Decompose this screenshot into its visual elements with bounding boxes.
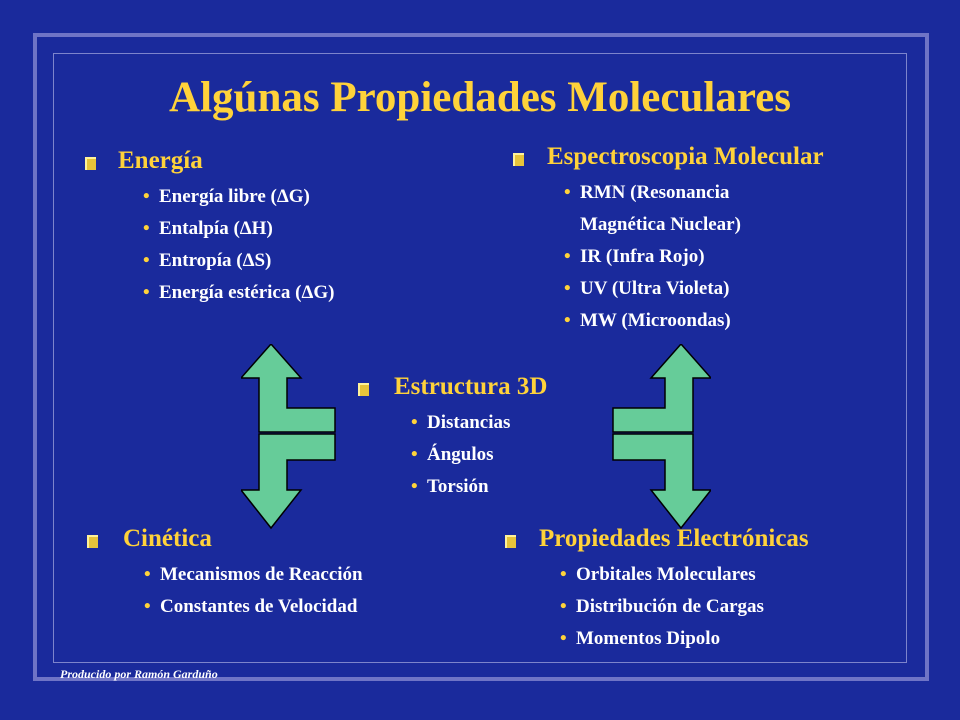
section-cinetica [87,523,363,617]
list-item: • Energía estérica (ΔG) [143,277,334,309]
bullet: • [564,310,571,331]
list-item: • Entalpía (ΔH) [143,213,334,245]
bullet: • [564,246,571,267]
down-arrow-shape [241,434,335,528]
square-bullet-icon [85,157,96,170]
slide-title: Algúnas Propiedades Moleculares [169,74,791,121]
list-item: Magnética Nuclear) [580,214,741,235]
square-bullet-icon [358,383,369,396]
left-double-arrow-icon [241,344,341,530]
down-arrow-shape [613,434,711,528]
bullet: • [560,596,567,617]
list-item: • Orbitales Moleculares [560,559,764,591]
section-espectroscopia [513,141,824,331]
bullet: • [411,412,418,433]
electronicas-list [560,559,764,655]
square-bullet-icon [87,535,98,548]
bullet: • [560,564,567,585]
list-item: • MW (Microondas) [564,305,741,337]
bullet: • [411,444,418,465]
bullet: • [564,278,571,299]
section-heading: Energía [118,147,203,174]
bullet: • [143,186,150,207]
list-item: • Constantes de Velocidad [144,591,363,623]
espectroscopia-list [564,177,741,337]
section-heading: Cinética [123,525,212,552]
right-double-arrow-icon [611,344,711,530]
square-bullet-icon [505,535,516,548]
list-item: • Energía libre (ΔG) [143,181,334,213]
bullet: • [144,596,151,617]
list-item: • Torsión [411,471,510,503]
footer-credit: Producido por Ramón Garduño [60,667,218,681]
list-item: • Ángulos [411,439,510,471]
list-item: • IR (Infra Rojo) [564,241,741,273]
list-item: • Distribución de Cargas [560,591,764,623]
section-heading: Espectroscopia Molecular [547,143,824,170]
list-item: • RMN (Resonancia [564,177,741,209]
bullet: • [560,628,567,649]
up-arrow-shape [241,344,335,432]
section-heading: Estructura 3D [394,373,548,400]
bullet: • [564,182,571,203]
list-item: • Distancias [411,407,510,439]
list-item: • Entropía (ΔS) [143,245,334,277]
list-item: • Mecanismos de Reacción [144,559,363,591]
bullet: • [143,250,150,271]
list-item: • UV (Ultra Violeta) [564,273,741,305]
cinetica-list [144,559,363,623]
bullet: • [143,282,150,303]
list-item: • Momentos Dipolo [560,623,764,655]
section-estructura [358,371,548,497]
bullet: • [143,218,150,239]
energia-list [143,181,334,309]
square-bullet-icon [513,153,524,166]
bullet: • [411,476,418,497]
section-heading: Propiedades Electrónicas [539,525,809,552]
estructura-list [411,407,510,503]
up-arrow-shape [613,344,711,432]
bullet: • [144,564,151,585]
section-energia [85,145,335,303]
